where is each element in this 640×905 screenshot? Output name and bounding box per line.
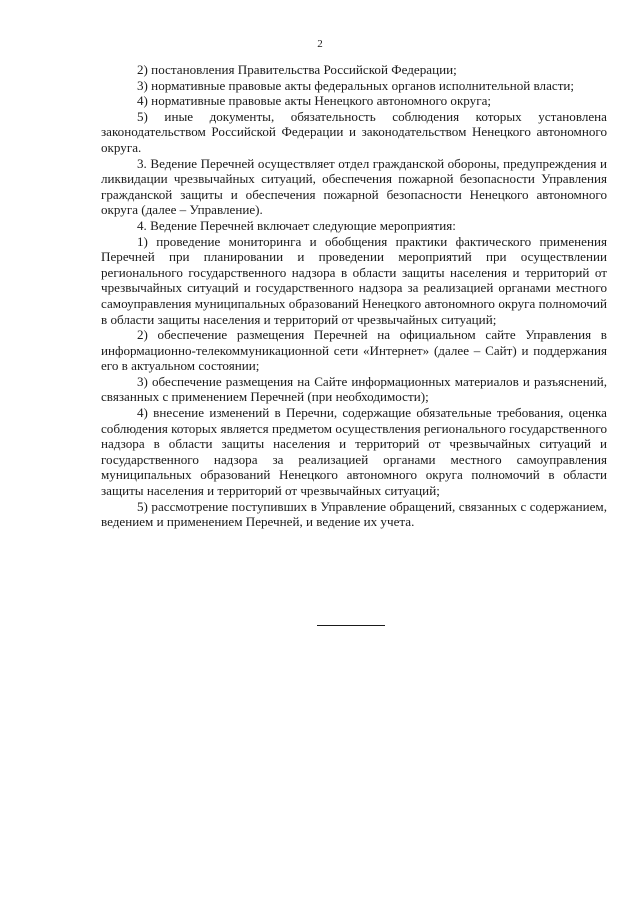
page-number: 2: [317, 38, 323, 50]
paragraph-measure-4: 4) внесение изменений в Перечни, содержащие обязательные требования, оценка соблюдения которых является предметом осуществления регионального государственного надзора в области защиты населения и территорий от чрезвычайных ситуаций и государственного надзора за реализацией органами местного самоуправления муниципальных образований Ненецкого автономного округа полномочий в области защиты населения и территорий от чрезвычайных ситуаций;: [101, 405, 607, 499]
paragraph-item-3-federal-acts: 3) нормативные правовые акты федеральных органов исполнительной власти;: [137, 77, 575, 93]
paragraph-measure-3: 3) обеспечение размещения на Сайте информационных материалов и разъяснений, связанных с применением Перечней (при необходимости);: [101, 373, 607, 405]
paragraph-measure-1: 1) проведение мониторинга и обобщения практики фактического применения Перечней при планировании и проведении мероприятий при осуществлении регионального государственного надзора в области защиты населения и территорий от чрезвычайных ситуаций и государственного надзора за реализацией органами местного самоуправления муниципальных образований Ненецкого автономного округа полномочий в области защиты населения и территорий от чрезвычайных ситуаций;: [101, 233, 607, 327]
paragraph-section-3: 3. Ведение Перечней осуществляет отдел гражданской обороны, предупреждения и ликвидации чрезвычайных ситуаций, обеспечения пожарной безопасности Управления гражданской защиты и обеспечения пожарной безопасности Ненецкого автономного округа (далее – Управление).: [101, 155, 607, 218]
paragraph-item-4-regional-acts: 4) нормативные правовые акты Ненецкого автономного округа;: [137, 93, 492, 109]
document-body: [101, 62, 607, 530]
paragraph-measure-5: 5) рассмотрение поступивших в Управление обращений, связанных с содержанием, ведением и применением Перечней, и ведение их учета.: [101, 498, 607, 530]
document-end-line: [317, 625, 385, 626]
paragraph-item-5-other-documents: 5) иные документы, обязательность соблюдения которых установлена законодательством Российской Федерации и законодательством Ненецкого автономного округа.: [101, 108, 607, 155]
paragraph-section-4: 4. Ведение Перечней включает следующие мероприятия:: [137, 217, 456, 233]
paragraph-item-2-regulations: 2) постановления Правительства Российской Федерации;: [137, 62, 457, 77]
paragraph-measure-2: 2) обеспечение размещения Перечней на официальном сайте Управления в информационно-телекоммуникационной сети «Интернет» (далее – Сайт) и поддержания его в актуальном состоянии;: [101, 327, 607, 374]
